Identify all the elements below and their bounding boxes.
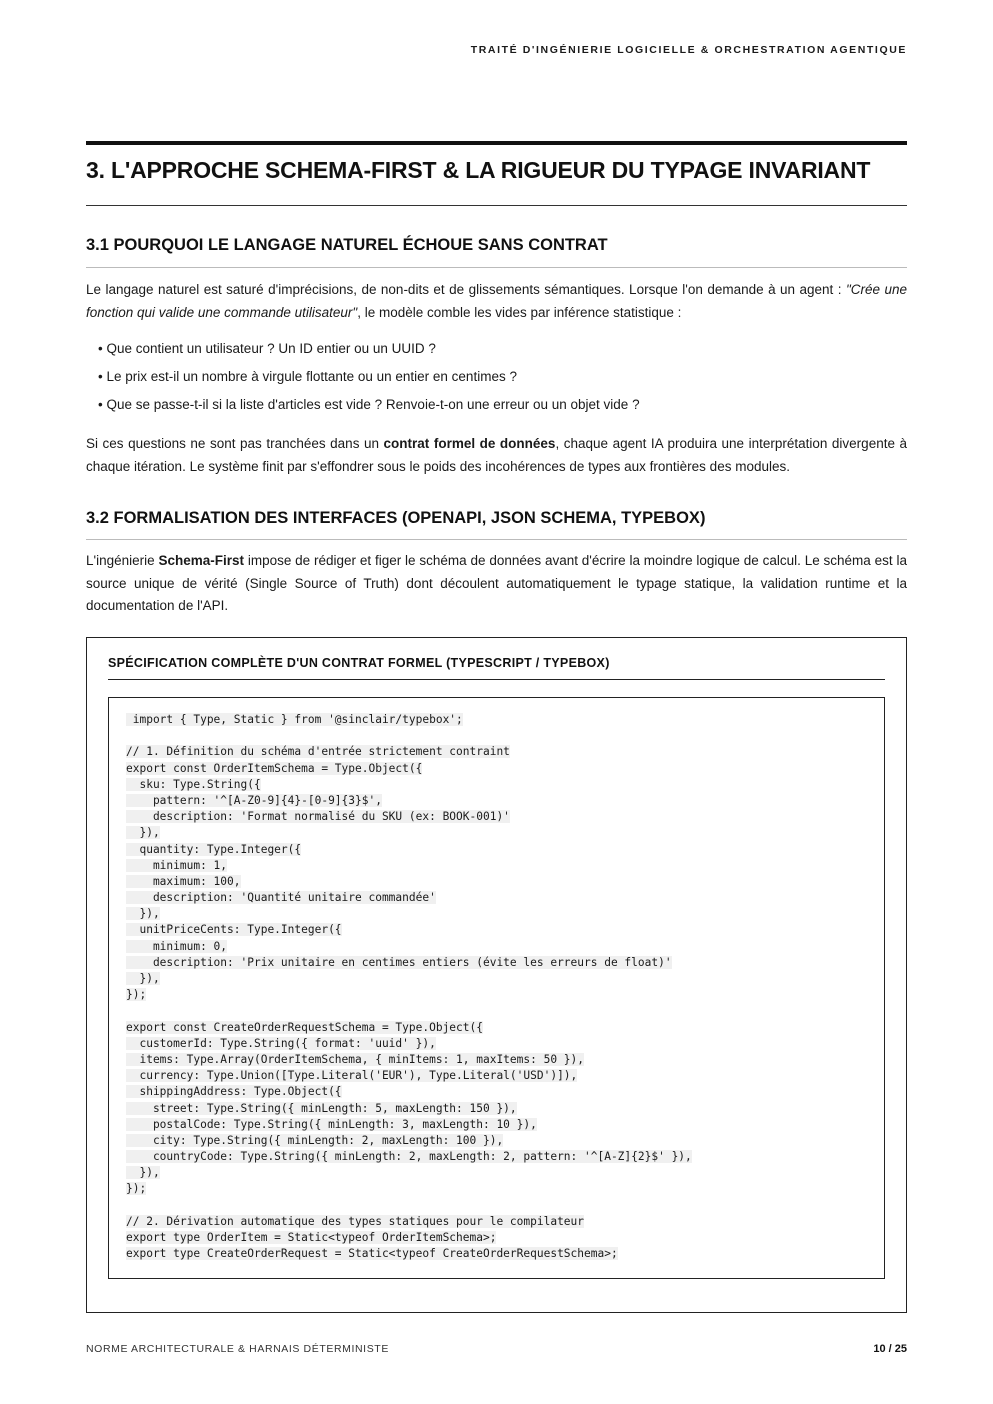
code-line [126, 1214, 692, 1230]
code-line-text: }), [126, 1166, 160, 1180]
code-line [126, 1165, 692, 1181]
code-line-text: export const OrderItemSchema = Type.Object({ [126, 761, 423, 775]
list-item: • Que se passe-t-il si la liste d'articles est vide ? Renvoie-t-on une erreur ou un objet vide ? [98, 397, 640, 412]
code-line-text: city: Type.String({ minLength: 2, maxLength: 100 }), [126, 1133, 504, 1147]
code-line-text: unitPriceCents: Type.Integer({ [126, 923, 342, 937]
code-line [126, 1003, 692, 1019]
code-line [126, 1198, 692, 1214]
code-block [108, 697, 885, 1279]
code-line-text: // 1. Définition du schéma d'entrée strictement contraint [126, 745, 510, 759]
conclusion-emphasis: contrat formel de données [383, 436, 556, 451]
conclusion-text: Si ces questions ne sont pas tranchées dans un [86, 436, 384, 451]
para-text-end: impose de rédiger et figer le schéma de données avant d'écrire la moindre logique de calcul. Le schéma est la source unique de vérité (Single Source of Truth) dont découlent automatiquement le typage statique, la validation runtime et la documentation de l'API. [86, 553, 907, 613]
code-line [126, 1084, 692, 1100]
code-line-text: }); [126, 988, 147, 1002]
section-1-title: 3.1 POURQUOI LE LANGAGE NATUREL ÉCHOUE SANS CONTRAT [86, 236, 608, 254]
code-line [126, 971, 692, 987]
page-number: 10 / 25 [873, 1343, 907, 1355]
code-line [126, 793, 692, 809]
section-2-title: 3.2 FORMALISATION DES INTERFACES (OPENAPI, JSON SCHEMA, TYPEBOX) [86, 509, 706, 527]
code-line-text: currency: Type.Union([Type.Literal('EUR'), Type.Literal('USD')]), [126, 1069, 578, 1083]
running-header: TRAITÉ D'INGÉNIERIE LOGICIELLE & ORCHESTRATION AGENTIQUE [470, 44, 907, 56]
code-line [126, 1020, 692, 1036]
code-line [126, 1052, 692, 1068]
code-line-text: import { Type, Static } from '@sinclair/typebox'; [126, 713, 463, 726]
code-line [126, 1246, 692, 1262]
code-line-text: }), [126, 972, 160, 985]
code-line [126, 842, 692, 858]
code-line [126, 744, 692, 760]
code-line [126, 1036, 692, 1052]
question-list [86, 338, 907, 422]
section-1-conclusion [86, 433, 907, 478]
code-line [126, 1117, 692, 1133]
specification-title: SPÉCIFICATION COMPLÈTE D'UN CONTRAT FORMEL (TYPESCRIPT / TYPEBOX) [108, 656, 610, 670]
code-line [126, 1133, 692, 1149]
code-line [126, 874, 692, 890]
section-2-rule [86, 539, 907, 540]
code-line-text: maximum: 100, [126, 874, 241, 888]
code-line-text: quantity: Type.Integer({ [126, 842, 302, 856]
code-line-text: export type OrderItem = Static<typeof OrderItemSchema>; [126, 1231, 497, 1244]
code-line [126, 1181, 692, 1197]
chapter-bottom-rule [86, 205, 907, 206]
list-item: • Le prix est-il un nombre à virgule flottante ou un entier en centimes ? [98, 369, 517, 384]
code-line [126, 906, 692, 922]
code-line-text: description: 'Quantité unitaire commandée' [126, 891, 436, 905]
code-line-text: minimum: 0, [126, 939, 228, 953]
chapter-title: 3. L'APPROCHE SCHEMA-FIRST & LA RIGUEUR DU TYPAGE INVARIANT [86, 157, 871, 183]
code-line [126, 939, 692, 955]
footer-title: NORME ARCHITECTURALE & HARNAIS DÉTERMINISTE [86, 1343, 389, 1355]
code-line [126, 890, 692, 906]
code-line-text: description: 'Format normalisé du SKU (ex: BOOK-001)' [126, 810, 510, 824]
chapter-top-rule [86, 141, 907, 145]
code-line-text: pattern: '^[A-Z0-9]{4}-[0-9]{3}$', [126, 793, 382, 807]
code-line [126, 955, 692, 971]
code-line [126, 825, 692, 841]
code-line [126, 809, 692, 825]
code-line [126, 922, 692, 938]
code-line-text: customerId: Type.String({ format: 'uuid' }), [126, 1036, 436, 1050]
section-1-rule [86, 267, 907, 268]
code-line [126, 1068, 692, 1084]
code-line [126, 1230, 692, 1246]
para-text: L'ingénierie [86, 553, 159, 568]
code-line-text: street: Type.String({ minLength: 5, maxLength: 150 }), [126, 1101, 517, 1115]
intro-quote: "Crée une fonction qui valide une commande utilisateur" [86, 282, 907, 320]
code-line-text: description: 'Prix unitaire en centimes entiers (évite les erreurs de float)' [126, 955, 672, 969]
code-line [126, 858, 692, 874]
specification-box [86, 637, 907, 1313]
code-line-text: countryCode: Type.String({ minLength: 2, maxLength: 2, pattern: '^[A-Z]{2}$' }), [126, 1150, 692, 1164]
specification-rule [108, 679, 885, 680]
code-line-text: }); [126, 1182, 147, 1196]
section-1-intro [86, 279, 907, 324]
code-line [126, 777, 692, 793]
code-line [126, 987, 692, 1003]
code-line-text: postalCode: Type.String({ minLength: 3, maxLength: 10 }), [126, 1117, 537, 1131]
para-emphasis: Schema-First [158, 553, 244, 568]
code-line-text: }), [126, 907, 160, 921]
code-line-text: // 2. Dérivation automatique des types statiques pour le compilateur [126, 1214, 585, 1228]
code-line-text: export const CreateOrderRequestSchema = Type.Object({ [126, 1020, 483, 1034]
code-line [126, 761, 692, 777]
code-line [126, 728, 692, 744]
code-listing [126, 712, 692, 1262]
code-line [126, 1149, 692, 1165]
list-item: • Que contient un utilisateur ? Un ID entier ou un UUID ? [98, 341, 436, 356]
code-line-text: sku: Type.String({ [126, 777, 261, 791]
code-line [126, 712, 692, 728]
code-line-text: minimum: 1, [126, 858, 228, 872]
code-line-text: export type CreateOrderRequest = Static<typeof CreateOrderRequestSchema>; [126, 1247, 618, 1261]
code-line-text: }), [126, 826, 160, 840]
intro-text: Le langage naturel est saturé d'imprécisions, de non-dits et de glissements sémantiques. Lorsque l'on demande à un agent : [86, 282, 846, 297]
code-line-text: shippingAddress: Type.Object({ [126, 1085, 342, 1099]
intro-text-end: , le modèle comble les vides par inférence statistique : [357, 304, 682, 320]
section-2-paragraph [86, 550, 907, 618]
code-line-text: items: Type.Array(OrderItemSchema, { minItems: 1, maxItems: 50 }), [126, 1052, 585, 1066]
conclusion-text-end: , chaque agent IA produira une interprétation divergente à chaque itération. Le système finit par s'effondrer sous le poids des incohérences de types aux frontières des modules. [86, 436, 908, 474]
code-line [126, 1101, 692, 1117]
